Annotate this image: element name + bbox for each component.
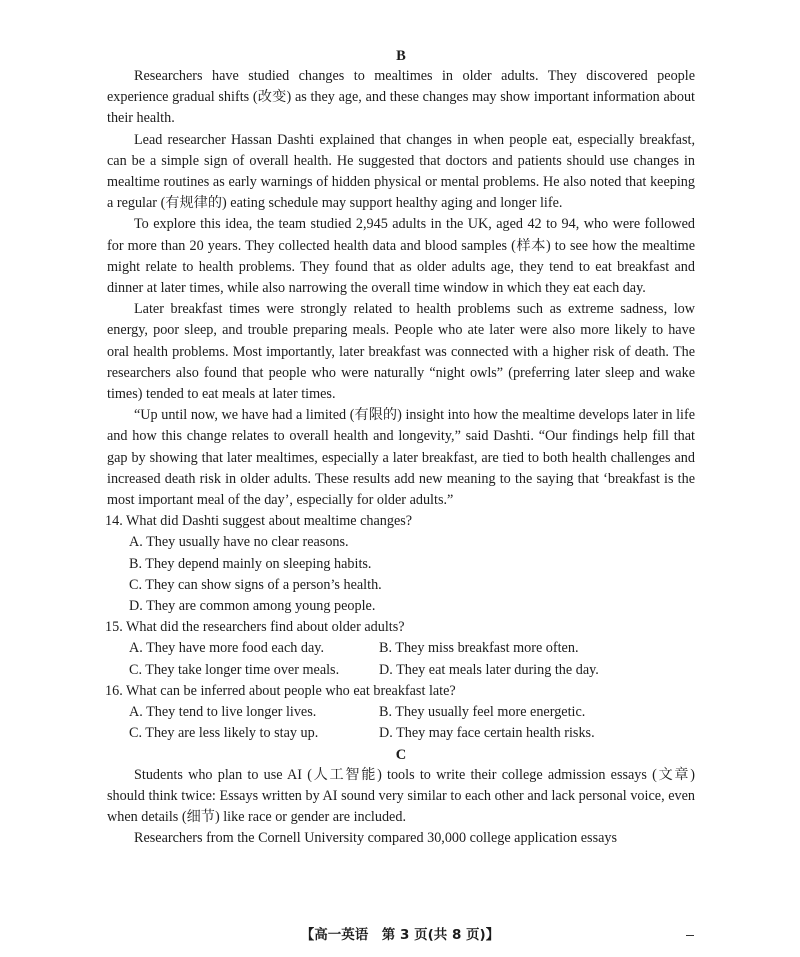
question-14-option-b: B. They depend mainly on sleeping habits. (129, 555, 372, 572)
question-14-option-c: C. They can show signs of a person’s health. (129, 576, 382, 593)
question-15-options (107, 638, 695, 680)
page-footer: 【高一英语 第 3 页(共 8 页)】 (300, 927, 500, 943)
question-15-option-c: C. They take longer time over meals. (129, 661, 340, 678)
passage-b-paragraph-3: To explore this idea, the team studied 2,945 adults in the UK, aged 42 to 94, who were followed for more than 20 years. They collected health data and blood samples (样本) to see how the mealtime might relate to health problems. They found that as older adults age, they tend to eat breakfast and dinner at later times, while also narrowing the overall time window in which they eat each day. (107, 216, 695, 297)
question-16-option-a: A. They tend to live longer lives. (129, 704, 317, 721)
question-15-option-d: D. They eat meals later during the day. (379, 661, 599, 678)
passage-b-paragraph-5: “Up until now, we have had a limited (有限的) insight into how the mealtime develops later in life and how this change relates to overall health and longevity,” said Dashti. “Our findings help fill that gap by showing that later mealtimes, especially a later breakfast, are tied to both health challenges and increased death risk in older adults. These results add new meaning to the saying that ‘breakfast is the most important meal of the day’, especially for older adults.” (107, 407, 695, 509)
question-14-stem: 14. What did Dashti suggest about mealtime changes? (105, 513, 413, 530)
passage-c-paragraph-2: Researchers from the Cornell University compared 30,000 college application essays (134, 830, 618, 847)
question-16-option-d: D. They may face certain health risks. (379, 725, 595, 742)
section-b-title: B (396, 48, 406, 64)
question-14-option-d: D. They are common among young people. (129, 598, 376, 615)
question-16-option-c: C. They are less likely to stay up. (129, 725, 319, 742)
page-corner-mark (686, 935, 694, 936)
question-15-stem: 15. What did the researchers find about older adults? (105, 619, 405, 636)
question-14-options (107, 532, 695, 617)
question-15-option-a: A. They have more food each day. (129, 640, 325, 657)
page-content (107, 46, 695, 849)
section-c-title: C (395, 746, 407, 763)
question-16-option-b: B. They usually feel more energetic. (379, 704, 586, 721)
passage-b-paragraph-1: Researchers have studied changes to mealtimes in older adults. They discovered people experience gradual shifts (改变) as they age, and these changes may show important information about their health. (107, 68, 695, 127)
passage-c-paragraph-1: Students who plan to use AI (人工智能) tools to write their college admission essays (文章) should think twice: Essays written by AI sound very similar to each other and lack personal voice, even when details (细节) like race or gender are included. (107, 766, 695, 825)
question-15-option-b: B. They miss breakfast more often. (379, 640, 579, 657)
question-16-options (107, 702, 695, 744)
passage-b-paragraph-2: Lead researcher Hassan Dashti explained that changes in when people eat, especially breakfast, can be a simple sign of overall health. He suggested that doctors and patients should use changes in mealtime routines as early warnings of hidden physical or mental problems. He also noted that keeping a regular (有规律的) eating schedule may support healthy aging and longer life. (107, 131, 695, 212)
question-14-option-a: A. They usually have no clear reasons. (129, 534, 349, 551)
question-16-stem: 16. What can be inferred about people who eat breakfast late? (105, 682, 456, 699)
passage-b-paragraph-4: Later breakfast times were strongly related to health problems such as extreme sadness, low energy, poor sleep, and trouble preparing meals. People who ate later were also more likely to have oral health problems. Most importantly, later breakfast was connected with a higher risk of death. The researchers also found that people who were naturally “night owls” (preferring later sleep and wake times) tended to eat meals at later times. (107, 301, 695, 403)
